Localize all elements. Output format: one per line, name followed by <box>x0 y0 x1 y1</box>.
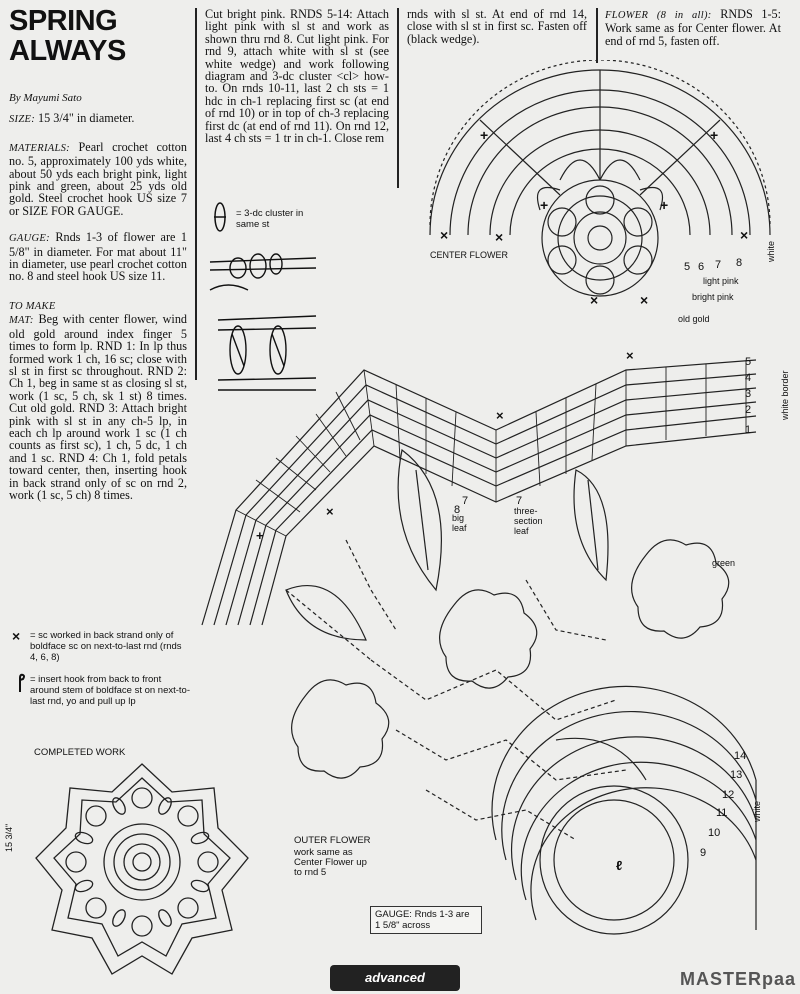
border-round-5: 5 <box>745 356 752 368</box>
svg-text:+: + <box>256 528 264 543</box>
leaf-number-7a: 7 <box>462 495 469 507</box>
watermark: MASTERpaa <box>679 969 796 989</box>
legend-hook: = insert hook from back to front around stem of boldface st on next-to-last rnd, yo and pull up lp <box>30 674 191 707</box>
column-3 <box>407 8 587 45</box>
gauge-box: GAUGE: Rnds 1-3 are 1 5/8" across <box>370 906 482 934</box>
column-1 <box>9 92 187 509</box>
three-section-leaf-label: three-section leaf <box>514 506 543 536</box>
center-round-8: 8 <box>736 257 743 269</box>
title-line-1: SPRING <box>9 5 118 37</box>
svg-text:×: × <box>590 292 599 308</box>
size-label: SIZE: <box>9 114 35 126</box>
flower-label: FLOWER <box>605 10 649 21</box>
pattern-title <box>9 6 126 66</box>
column-rule-2 <box>397 8 399 188</box>
white-round-11: 11 <box>716 807 728 819</box>
light-pink-label: light pink <box>703 276 739 286</box>
white-label-bottom: white <box>752 800 762 822</box>
gauge-text: Rnds 1-3 of flower are 1 5/8" in diameter. For mat about 11" in diameter, use pearl crochet cotton no. 8 and steel hook US size 11. <box>9 230 187 284</box>
white-round-10: 10 <box>708 827 721 839</box>
svg-text:×: × <box>496 408 504 423</box>
leaf-number-8: 8 <box>454 504 461 516</box>
white-round-13: 13 <box>730 769 743 781</box>
materials-text: Pearl crochet cotton no. 5, approximately 100 yds white, about 50 yds each bright pink, light pink and green, about 25 yds old gold. Steel crochet hook US size 7 or SIZE FOR GAUGE. <box>9 139 187 218</box>
col2-text: Cut bright pink. RNDS 5-14: Attach light pink with sl st and work as shown thru rnd 8. Cut light pink. For rnd 9, attach white with sl st (see white wedge) and work following diagram and 3-dc cluster <cl> how-to. On rnds 10-11, last 2 ch sts = 1 hdc in ch-1 replacing first sc (at end of rnd 10) or in top of ch-3 replacing first dc (at end of rnd 11). On rnd 12, last 4 ch sts = 1 tr in ch-1. Close rem <box>205 7 389 146</box>
center-round-7: 7 <box>715 259 722 271</box>
border-round-3: 3 <box>745 388 752 400</box>
column-2 <box>205 8 389 144</box>
white-round-14: 14 <box>734 750 747 762</box>
svg-text:×: × <box>440 227 449 243</box>
completed-work-label: COMPLETED WORK <box>34 747 126 758</box>
svg-text:+: + <box>480 127 489 143</box>
to-make-label: TO MAKE <box>9 300 56 312</box>
column-rule-1 <box>195 8 197 380</box>
column-4 <box>605 8 781 47</box>
svg-text:+: + <box>710 127 719 143</box>
white-label-top: white <box>766 240 776 262</box>
svg-text:×: × <box>640 292 649 308</box>
hook-symbol-icon <box>14 672 26 694</box>
border-round-1: 1 <box>745 424 752 436</box>
center-round-6: 6 <box>698 261 705 273</box>
col3-text: rnds with sl st. At end of rnd 14, close with sl st in first sc. Fasten off (black wedge). <box>407 7 587 46</box>
center-flower-label: CENTER FLOWER <box>430 250 509 260</box>
svg-text:ℓ: ℓ <box>616 858 623 873</box>
outer-flower-text: work same as Center Flower up to rnd 5 <box>294 847 367 878</box>
x-symbol-icon: × <box>12 628 21 644</box>
white-round-9: 9 <box>700 847 707 859</box>
svg-text:×: × <box>740 227 749 243</box>
svg-text:×: × <box>326 504 334 519</box>
column-rule-3 <box>596 8 598 63</box>
legend-sc: = sc worked in back strand only of boldface sc on next-to-last rnd (rnds 4, 6, 8) <box>30 630 182 663</box>
mat-text: Beg with center flower, wind old gold around index finger 5 times to form lp. RND 1: In lp thus formed work 1 ch, 16 sc; close with sl st in first sc throughout. RND 2: Ch 1, beg in same st as closing sl st, work (1 sc, 5 ch, sk 1 st) 8 times. Cut old gold. RND 3: Attach bright pink with sl st in any ch-5 lp, in each ch lp around work 1 sc (1 ch counts as first sc), 1 ch, 5 dc, 1 ch and 1 sc. RND 4: Ch 1, fold petals toward center, then, inserting hook in back strand only of sc on rnd 2, work (1 sc, 5 ch) 8 times. <box>9 312 188 502</box>
svg-text:×: × <box>626 348 634 363</box>
bright-pink-label: bright pink <box>692 292 734 302</box>
outer-flower-label: OUTER FLOWER <box>294 835 371 846</box>
old-gold-label: old gold <box>678 314 710 324</box>
byline: By Mayumi Sato <box>9 92 82 104</box>
difficulty-badge: advanced <box>330 965 460 991</box>
flower-note: (8 in all): <box>656 10 712 21</box>
white-border-label: white border <box>780 370 790 420</box>
cluster-symbol-icon <box>208 200 238 234</box>
leaf-number-7b: 7 <box>516 495 523 507</box>
size-text: 15 3/4" in diameter. <box>38 111 135 126</box>
green-label: green <box>712 558 736 568</box>
svg-text:+: + <box>660 197 669 213</box>
svg-text:×: × <box>495 229 504 245</box>
border-round-2: 2 <box>745 404 752 416</box>
border-round-4: 4 <box>745 372 752 384</box>
svg-text:+: + <box>540 197 549 213</box>
legend-cluster: = 3-dc cluster in same st <box>236 208 304 230</box>
materials-label: MATERIALS: <box>9 142 70 154</box>
big-leaf-label: big leaf <box>452 513 467 533</box>
title-line-2: ALWAYS <box>9 35 126 67</box>
wedge-chart <box>196 340 800 970</box>
gauge-label: GAUGE: <box>9 233 50 245</box>
completed-dimension: 15 3/4" <box>4 823 14 852</box>
center-round-5: 5 <box>684 261 691 273</box>
white-round-12: 12 <box>722 789 735 801</box>
flower-text: RNDS 1-5: Work same as for Center flower. At end of rnd 5, fasten off. <box>605 7 781 48</box>
mat-label: MAT: <box>9 315 34 327</box>
